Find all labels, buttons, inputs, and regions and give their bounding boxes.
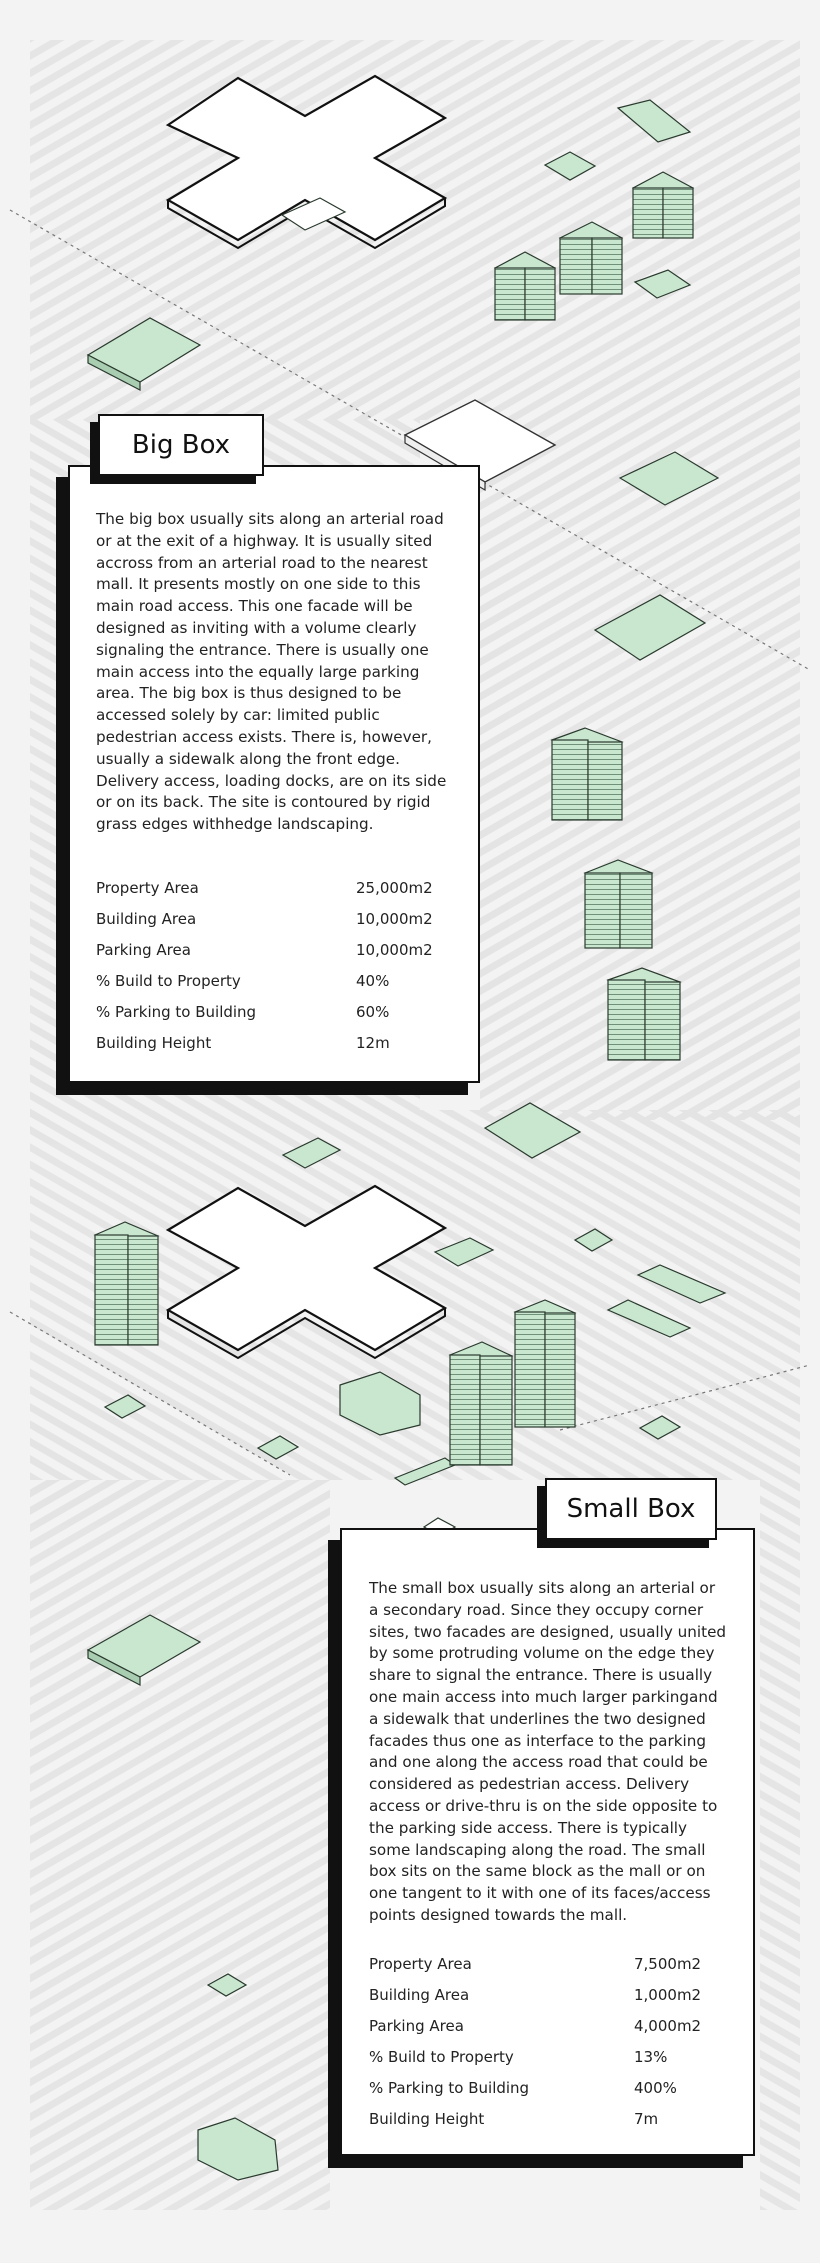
stat-value: 25,000m2	[356, 878, 433, 897]
table-row	[369, 2103, 709, 2134]
stat-value: 10,000m2	[356, 909, 433, 928]
stat-value: 7,500m2	[634, 1954, 702, 1973]
stat-value: 12m	[356, 1033, 390, 1052]
stat-value: 4,000m2	[634, 2016, 702, 2035]
small-box-description: The small box usually sits along an arterial or a secondary road. Since they occupy corner sites, two facades are designed, usually united by some protruding volume on the edge they share to signal the entrance. There is usually one main access into much larger parkingand a sidewalk that underlines the two designed facades thus one as interface to the parking and one along the access road that could be considered as pedestrian access. Delivery access or drive-thru is on the side opposite to the parking side access. There is typically some landscaping along the road. The small box sits on the same block as the mall or on one tangent to it with one of its faces/access points designed towards the mall.	[369, 1579, 727, 1924]
stat-value: 60%	[356, 1002, 390, 1021]
table-row	[369, 1979, 709, 2010]
stat-label: Parking Area	[369, 2016, 464, 2035]
table-row	[96, 872, 436, 903]
stat-value: 7m	[634, 2109, 659, 2128]
stat-label: % Build to Property	[369, 2047, 514, 2066]
stat-label: Building Area	[96, 909, 197, 928]
stat-value: 40%	[356, 971, 390, 990]
small-box-stats-table	[369, 1948, 709, 2134]
stat-label: Parking Area	[96, 940, 191, 959]
stat-label: % Build to Property	[96, 971, 241, 990]
table-row	[96, 934, 436, 965]
stat-label: % Parking to Building	[369, 2078, 530, 2097]
big-box-title: Big Box	[98, 414, 264, 476]
table-row	[369, 2072, 709, 2103]
big-box-stats-table	[96, 872, 436, 1058]
stat-value: 1,000m2	[634, 1985, 702, 2004]
table-row	[369, 1948, 709, 1979]
big-box-description: The big box usually sits along an arterial road or at the exit of a highway. It is usually sited accross from an arterial road to the nearest mall. It presents mostly on one side to this main road access. This one facade will be designed as inviting with a volume clearly signaling the entrance. There is usually one main access into the equally large parking area. The big box is thus designed to be accessed solely by car: limited public pedestrian access exists. There is, however, usually a sidewalk along the front edge. Delivery access, loading docks, are on its side or on its back. The site is contoured by rigid grass edges withhedge landscaping.	[96, 510, 447, 834]
stat-label: % Parking to Building	[96, 1002, 257, 1021]
stat-label: Building Height	[96, 1033, 212, 1052]
stat-label: Building Height	[369, 2109, 485, 2128]
table-row	[96, 996, 436, 1027]
table-row	[96, 1027, 436, 1058]
table-row	[369, 2010, 709, 2041]
stat-value: 10,000m2	[356, 940, 433, 959]
table-row	[96, 903, 436, 934]
stat-label: Property Area	[369, 1954, 472, 1973]
small-box-title: Small Box	[545, 1478, 717, 1540]
stat-label: Building Area	[369, 1985, 470, 2004]
table-row	[96, 965, 436, 996]
table-row	[369, 2041, 709, 2072]
stat-value: 13%	[634, 2047, 668, 2066]
stat-label: Property Area	[96, 878, 199, 897]
stat-value: 400%	[634, 2078, 677, 2097]
